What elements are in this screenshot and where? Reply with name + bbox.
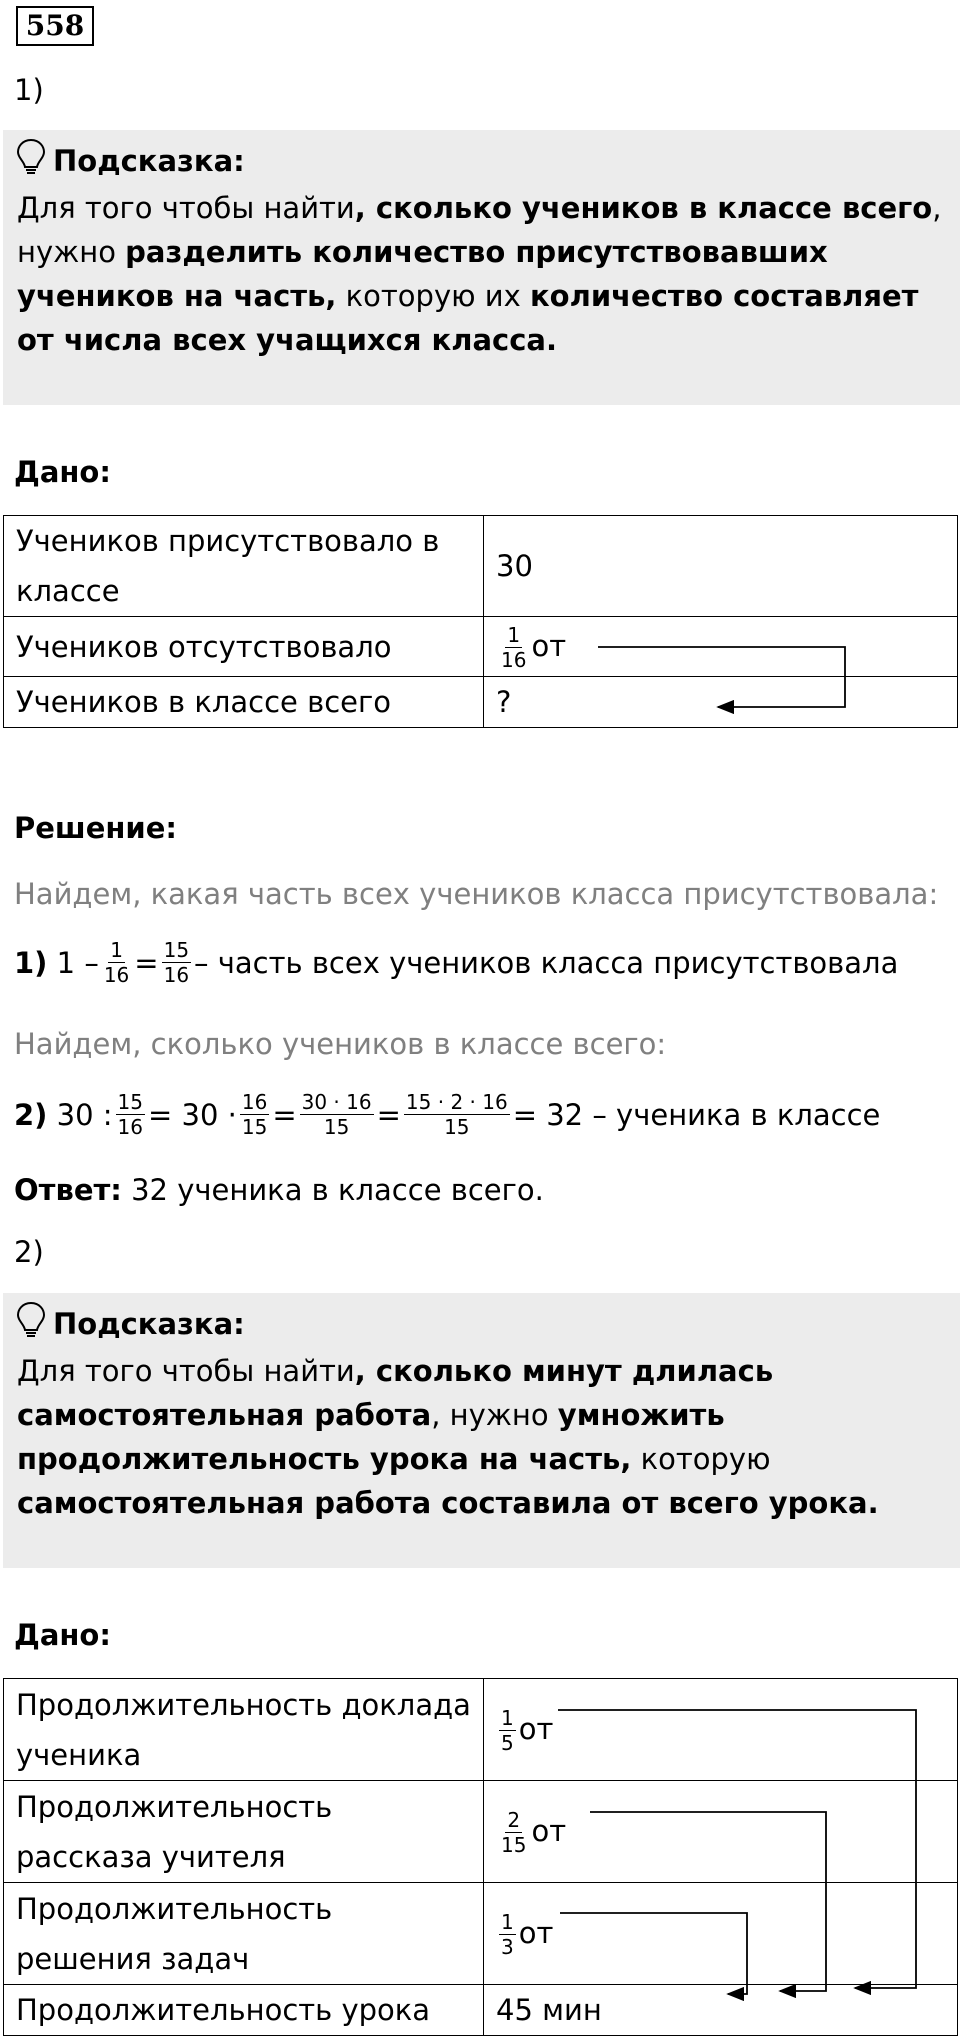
fraction xyxy=(499,623,528,672)
step-text: = xyxy=(134,945,159,980)
frac-den: 16 xyxy=(117,1115,143,1139)
hint-text-span: которую их xyxy=(336,279,530,313)
step-text: = xyxy=(376,1097,401,1132)
table-row xyxy=(4,1679,958,1781)
step1-note: Найдем, какая часть всех учеников класса присутствовала: xyxy=(14,877,939,911)
table-row xyxy=(4,1985,958,2036)
hint-text-2 xyxy=(17,1349,947,1525)
hint-text-span: , нужно xyxy=(17,191,942,269)
frac-den: 5 xyxy=(501,1731,514,1756)
frac-num: 30 · 16 xyxy=(301,1090,372,1114)
frac-num: 15 xyxy=(163,938,190,962)
given-value-text: от xyxy=(531,1813,567,1848)
step-text: 1 – xyxy=(56,945,99,980)
frac-num: 1 xyxy=(501,1910,514,1935)
step-2 xyxy=(14,1090,880,1139)
given-label: Учеников отсутствовало xyxy=(4,617,484,677)
fraction xyxy=(499,1808,528,1857)
given-table-2 xyxy=(3,1678,958,2036)
frac-den: 16 xyxy=(163,963,190,987)
hint-title-1 xyxy=(15,138,245,188)
hint-text-1 xyxy=(17,186,947,362)
fraction xyxy=(300,1090,374,1139)
hint-title-text: Подсказка: xyxy=(53,144,245,178)
frac-den: 15 xyxy=(501,1833,527,1858)
hint-text-bold: количество составляет от числа всех учащихся класса. xyxy=(17,279,919,357)
given-title-2: Дано: xyxy=(14,1618,111,1652)
frac-den: 15 xyxy=(241,1115,268,1139)
frac-num: 1 xyxy=(501,1706,514,1731)
given-value-text: от xyxy=(518,1711,554,1746)
frac-num: 1 xyxy=(507,623,521,648)
hint-box-1 xyxy=(3,130,960,405)
given-label: Учеников присутствовало в классе xyxy=(4,516,484,617)
step-text: = 30 · xyxy=(148,1097,237,1132)
given-label: Продолжительность доклада ученика xyxy=(4,1679,484,1781)
step-number: 2) xyxy=(14,1097,48,1132)
given-value xyxy=(484,1679,958,1781)
part-1-label: 1) xyxy=(14,73,44,107)
frac-den: 16 xyxy=(103,963,130,987)
given-label: Продолжительность решения задач xyxy=(4,1883,484,1985)
given-value xyxy=(484,1883,958,1985)
step-text: 30 : xyxy=(56,1097,113,1132)
step-text: = 32 – ученика в классе xyxy=(512,1097,881,1132)
hint-title-2 xyxy=(15,1301,245,1351)
hint-text-span: , нужно xyxy=(431,1398,558,1432)
frac-num: 16 xyxy=(241,1090,268,1114)
table-row xyxy=(4,617,958,677)
frac-den: 15 xyxy=(444,1115,470,1139)
frac-num: 2 xyxy=(507,1808,521,1833)
step-number: 1) xyxy=(14,945,48,980)
given-value-text: от xyxy=(531,628,567,663)
given-value xyxy=(484,1781,958,1883)
given-label: Продолжительность рассказа учителя xyxy=(4,1781,484,1883)
hint-text-bold: умножить продолжительность урока на часть, xyxy=(17,1398,725,1476)
lightbulb-icon xyxy=(15,1301,47,1351)
fraction xyxy=(499,1706,516,1755)
hint-text-span: которую xyxy=(631,1442,771,1476)
given-value: 30 xyxy=(484,516,958,617)
table-row xyxy=(4,516,958,617)
table-row xyxy=(4,1883,958,1985)
task-number: 558 xyxy=(16,6,94,46)
given-value-text: от xyxy=(518,1915,554,1950)
answer-label: Ответ: xyxy=(14,1173,122,1207)
frac-num: 15 xyxy=(117,1090,143,1114)
given-label: Продолжительность урока xyxy=(4,1985,484,2036)
fraction xyxy=(162,938,191,987)
hint-text-bold: , сколько учеников в классе всего xyxy=(354,191,933,225)
hint-title-text: Подсказка: xyxy=(53,1307,245,1341)
hint-text-bold: , сколько минут длилась самостоятельная работа xyxy=(17,1354,774,1432)
step-text: – часть всех учеников класса присутствовала xyxy=(194,945,899,980)
table-row xyxy=(4,1781,958,1883)
hint-text-span: Для того чтобы найти xyxy=(17,1354,355,1388)
table-row xyxy=(4,677,958,728)
frac-num: 1 xyxy=(110,938,123,962)
step-text: = xyxy=(272,1097,297,1132)
given-value: 45 мин xyxy=(484,1985,958,2036)
solution-title: Решение: xyxy=(14,811,178,845)
step-1 xyxy=(14,938,898,987)
frac-den: 3 xyxy=(501,1935,514,1960)
given-title-1: Дано: xyxy=(14,455,111,489)
given-value: ? xyxy=(484,677,958,728)
frac-num: 15 · 2 · 16 xyxy=(405,1090,508,1114)
lightbulb-icon xyxy=(15,138,47,188)
given-label: Учеников в классе всего xyxy=(4,677,484,728)
step2-note: Найдем, сколько учеников в классе всего: xyxy=(14,1027,667,1061)
fraction xyxy=(404,1090,510,1139)
fraction xyxy=(102,938,131,987)
hint-text-span: Для того чтобы найти xyxy=(17,191,355,225)
given-table-1 xyxy=(3,515,958,728)
hint-text-bold: самостоятельная работа составила от всего урока. xyxy=(17,1486,879,1520)
answer xyxy=(14,1168,544,1212)
part-2-label: 2) xyxy=(14,1235,44,1269)
frac-den: 15 xyxy=(323,1115,350,1139)
answer-text: 32 ученика в классе всего. xyxy=(121,1173,544,1207)
hint-box-2 xyxy=(3,1293,960,1568)
fraction xyxy=(116,1090,145,1139)
fraction xyxy=(240,1090,269,1139)
fraction xyxy=(499,1910,516,1959)
hint-text-bold: разделить количество присутствовавших учеников на часть, xyxy=(17,235,828,313)
frac-den: 16 xyxy=(501,648,527,673)
given-value xyxy=(484,617,958,677)
